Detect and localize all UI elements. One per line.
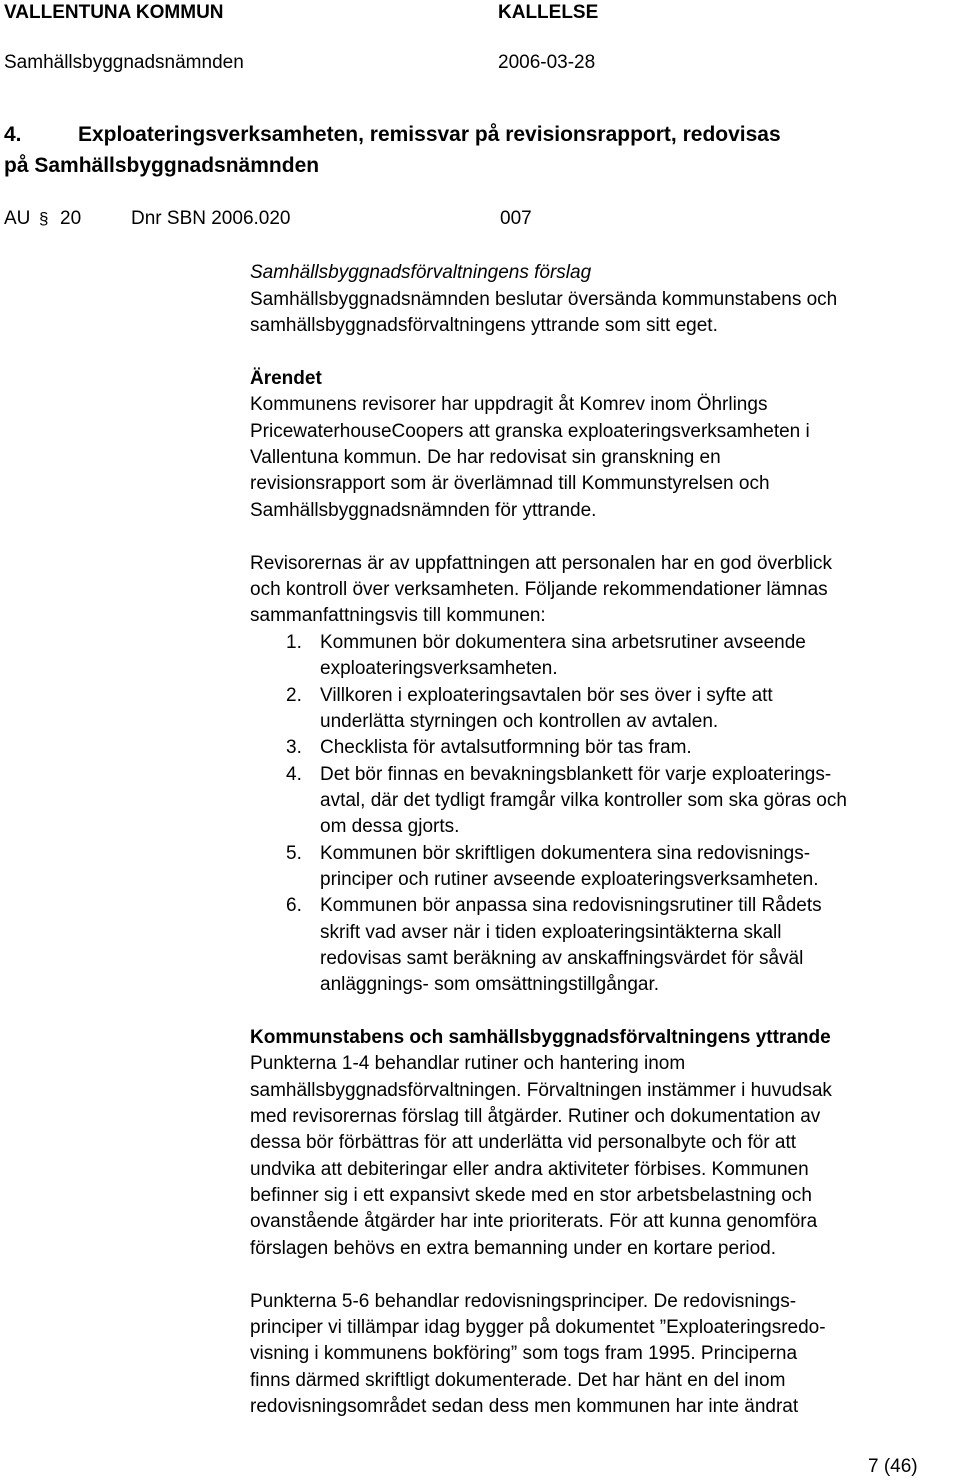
list-item-line: Checklista för avtalsutformning bör tas fram.	[320, 737, 692, 758]
list-item-line: Villkoren i exploateringsavtalen bör ses över i syfte att	[320, 685, 773, 706]
statement-text-line: Punkterna 5-6 behandlar redovisningsprinciper. De redovisnings-	[250, 1291, 797, 1312]
statement-text-line: ovanstående åtgärder har inte prioriterats. För att kunna genomföra	[250, 1211, 818, 1232]
list-item-line: Kommunen bör skriftligen dokumentera sina redovisnings-	[320, 843, 811, 864]
list-item-line: exploateringsverksamheten.	[320, 658, 558, 679]
arendet-text-line: sammanfattningsvis till kommunen:	[250, 605, 546, 626]
au-label: AU	[4, 208, 31, 229]
list-item-line: anläggnings- som omsättningstillgångar.	[320, 974, 660, 995]
statement-text-line: undvika att debiteringar eller andra aktiviteter förbises. Kommunen	[250, 1159, 809, 1180]
case-reference-row	[4, 206, 704, 232]
item-title-line2: på Samhällsbyggnadsnämnden	[4, 154, 320, 177]
statement-text-line: redovisningsområdet sedan dess men kommunen har inte ändrat	[250, 1396, 799, 1417]
list-number: 5.	[286, 843, 302, 864]
statement-heading: Kommunstabens och samhällsbyggnadsförvaltningens yttrande	[250, 1027, 831, 1048]
list-number: 1.	[286, 632, 302, 653]
list-number: 6.	[286, 895, 302, 916]
arendet-text-line: PricewaterhouseCoopers att granska exploateringsverksamheten i	[250, 421, 810, 442]
dnr: Dnr SBN 2006.020	[131, 208, 291, 229]
statement-text-line: samhällsbyggnadsförvaltningen. Förvaltningen instämmer i huvudsak	[250, 1080, 832, 1101]
arendet-text-line: och kontroll över verksamheten. Följande rekommendationer lämnas	[250, 579, 828, 600]
item-title-line1: Exploateringsverksamheten, remissvar på revisionsrapport, redovisas	[78, 123, 781, 146]
list-number: 4.	[286, 764, 302, 785]
au-number: 20	[60, 208, 82, 229]
list-item-line: underlätta styrningen och kontrollen av avtalen.	[320, 711, 719, 732]
arendet-text-line: revisionsrapport som är överlämnad till Kommunstyrelsen och	[250, 473, 770, 494]
list-item-line: redovisas samt beräkning av anskaffningsvärdet för såväl	[320, 948, 804, 969]
list-item-line: skrift vad avser när i tiden exploateringsintäkterna skall	[320, 922, 782, 943]
arendet-heading: Ärendet	[250, 368, 322, 389]
arendet-text-line: Revisorernas är av uppfattningen att personalen har en god överblick	[250, 553, 832, 574]
list-item-line: om dessa gjorts.	[320, 816, 460, 837]
list-number: 3.	[286, 737, 302, 758]
board-name: Samhällsbyggnadsnämnden	[4, 52, 244, 73]
statement-text-line: befinner sig i ett expansivt skede med en stor arbetsbelastning och	[250, 1185, 812, 1206]
arendet-text-line: Kommunens revisorer har uppdragit åt Komrev inom Öhrlings	[250, 394, 768, 415]
statement-text-line: visning i kommunens bokföring” som togs fram 1995. Principerna	[250, 1343, 798, 1364]
proposal-line: samhällsbyggnadsförvaltningens yttrande som sitt eget.	[250, 315, 718, 336]
statement-text-line: Punkterna 1-4 behandlar rutiner och hantering inom	[250, 1053, 686, 1074]
section-sign: §	[39, 209, 49, 228]
arendet-text-line: Vallentuna kommun. De har redovisat sin granskning en	[250, 447, 721, 468]
statement-text-line: dessa bör förbättras för att underlätta vid personalbyte och för att	[250, 1132, 797, 1153]
statement-text-line: förslagen behövs en extra bemanning under en kortare period.	[250, 1238, 777, 1259]
list-item-line: principer och rutiner avseende exploateringsverksamheten.	[320, 869, 819, 890]
meeting-date: 2006-03-28	[498, 52, 596, 73]
list-item-line: avtal, där det tydligt framgår vilka kontroller som ska göras och	[320, 790, 847, 811]
proposal-heading: Samhällsbyggnadsförvaltningens förslag	[250, 262, 592, 283]
list-item-line: Kommunen bör anpassa sina redovisningsrutiner till Rådets	[320, 895, 822, 916]
arendet-text-line: Samhällsbyggnadsnämnden för yttrande.	[250, 500, 597, 521]
proposal-line: Samhällsbyggnadsnämnden beslutar översända kommunstabens och	[250, 289, 838, 310]
dnr-sequence: 007	[500, 208, 532, 229]
page-number: 7 (46)	[868, 1456, 918, 1477]
document-type: KALLELSE	[498, 2, 599, 23]
item-number: 4.	[4, 123, 22, 146]
list-item-line: Det bör finnas en bevakningsblankett för varje exploaterings-	[320, 764, 832, 785]
list-item-line: Kommunen bör dokumentera sina arbetsrutiner avseende	[320, 632, 806, 653]
organization-name: VALLENTUNA KOMMUN	[4, 2, 224, 23]
statement-text-line: principer vi tillämpar idag bygger på dokumentet ”Exploateringsredo-	[250, 1317, 826, 1338]
list-number: 2.	[286, 685, 302, 706]
statement-text-line: finns därmed skriftligt dokumenterade. Det har hänt en del inom	[250, 1370, 786, 1391]
statement-text-line: med revisorernas förslag till åtgärder. Rutiner och dokumentation av	[250, 1106, 821, 1127]
